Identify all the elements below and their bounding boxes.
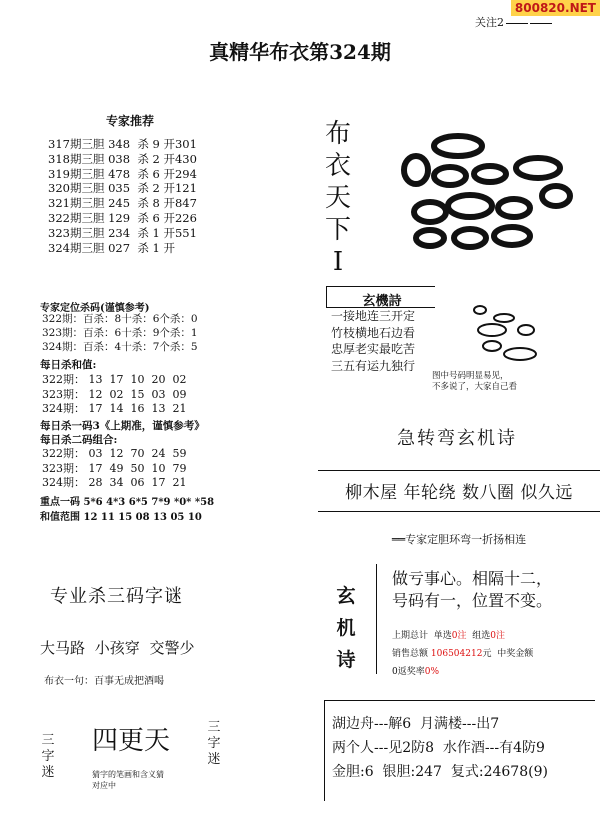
riddle-title: 专业杀三码字谜 [50,586,183,607]
ring-8 [448,195,492,217]
daily-one-title: 每日杀一码3《上期准，谨慎参考》 [40,420,205,432]
riddle-answer: 大马路 小孩穿 交警少 [40,639,195,657]
small-ring-5 [483,341,501,351]
small-ring-3 [478,324,506,336]
ring-9 [414,202,446,222]
ring-4 [474,166,506,182]
expert-row: 324期三胆 027 杀 1 开 [48,240,175,255]
expert-row: 321期三胆 245 杀 8 开847 [48,196,197,211]
expert-row: 320期三胆 035 杀 2 开121 [48,181,197,196]
position-kill-list [42,312,198,354]
stats-line-1: 上期总计 单选0注 组选0注 [392,631,505,641]
daily-sum-row: 322期： 13 17 10 20 02 [42,373,187,386]
stats-line-2: 销售总额 106504212元 中奖金额 [392,649,534,659]
small-ring-2 [494,314,514,322]
chain-picture-small [462,298,546,368]
expert-row: 323期三胆 234 杀 1 开551 [48,225,197,240]
expert-row: 319期三胆 478 杀 6 开294 [48,166,197,181]
buyi-quote: 布衣一句：百事无成把酒喝 [44,676,164,687]
daily-one-row: 323期： 17 49 50 10 79 [42,461,187,475]
poem-title: 玄機詩 [362,294,402,309]
expert-title: 专家推荐 [105,114,154,128]
daily-sum-list [42,373,186,417]
bottom-line: 金胆:6 银胆:247 复式:24678(9) [332,764,548,780]
daily-sum-row: 324期： 17 14 16 13 21 [42,402,187,415]
site-watermark: 800820.NET [511,0,600,16]
xuanji-vertical-label: 玄 机 诗 [336,585,356,671]
expert-row: 322期三胆 129 杀 6 开226 [48,210,197,225]
expert-dan-line: ══专家定胆环弯一折扬相连 [391,533,527,546]
stats-line-3: 0返奖率0% [392,667,440,677]
riddle-strip-text: 柳木屋 年轮绕 数八圈 似久远 [345,483,573,503]
bottom-line: 两个人---见2防8 水作酒---有4防9 [332,740,545,756]
small-ring-4 [518,325,534,335]
poem-lines [331,308,415,374]
poem-line: 三五有运九独行 [331,358,416,373]
page-title: 真精华布衣第324期 [209,40,391,64]
expert-row: 318期三胆 038 杀 2 开430 [48,151,197,166]
small-ring-6 [504,348,536,360]
focus-line: 重点一码 5*6 4*3 6*5 7*9 *0* *58 [40,497,215,508]
buyi-vertical-title: 布 衣 天 下 I [324,119,351,277]
daily-sum-title: 每日杀和值: [40,359,97,371]
ring-2 [404,156,428,184]
three-char-riddle-right: 三 字 迷 [207,720,221,767]
poem-line: 一接地连三开定 [331,309,416,323]
position-kill-title: 专家定位杀码(谨慎参考) [40,303,150,314]
poem-line: 竹枝横地石边看 [331,325,416,340]
ring-5 [516,158,560,178]
ring-3 [434,167,466,185]
ring-7 [498,199,530,217]
chain-picture [400,126,590,256]
daily-one-row: 324期： 28 34 06 17 21 [42,476,187,489]
daily-one-row: 322期： 03 12 70 24 59 [42,447,187,460]
expert-row: 317期三胆 348 杀 9 开301 [48,137,197,151]
riddle-box-text: 四更天 [92,726,171,756]
daily-two-title: 每日杀二码组合: [40,434,118,446]
xuanji-text: 做亏事心。相隔十二， 号码有一，位置不变。 [392,569,553,610]
expert-list [48,137,197,255]
bottom-line: 湖边舟---解6 月满楼---出7 [332,716,500,732]
three-char-riddle-left: 三 字 迷 [41,733,55,780]
ring-1 [434,136,482,156]
ring-6 [542,186,570,206]
daily-sum-row: 323期： 12 02 15 03 09 [42,387,187,401]
riddle-poem-heading: 急转弯玄机诗 [397,428,517,449]
follow-note: 关注2 [475,14,552,30]
position-kill-row: 323期：百杀：6十杀：9个杀：1 [42,327,198,339]
sum-range-line: 和值范围 12 11 15 08 13 05 10 [40,512,202,523]
ring-11 [454,229,486,247]
position-kill-row: 324期：百杀：4十杀：7个杀：5 [42,341,198,353]
poem-line: 忠厚老实最吃苦 [331,342,416,356]
ring-10 [416,230,444,246]
ring-12 [494,227,530,245]
position-kill-row: 322期：百杀：8十杀：6个杀：0 [42,313,198,325]
bottom-lines [332,712,548,784]
riddle-note: 猜字的笔画和含义猜 对应中 [92,770,164,790]
small-ring-1 [474,306,486,314]
daily-one-list [42,447,186,491]
picture-caption: 图中号码明显易见， 不多说了，大家自己看 [432,371,518,392]
